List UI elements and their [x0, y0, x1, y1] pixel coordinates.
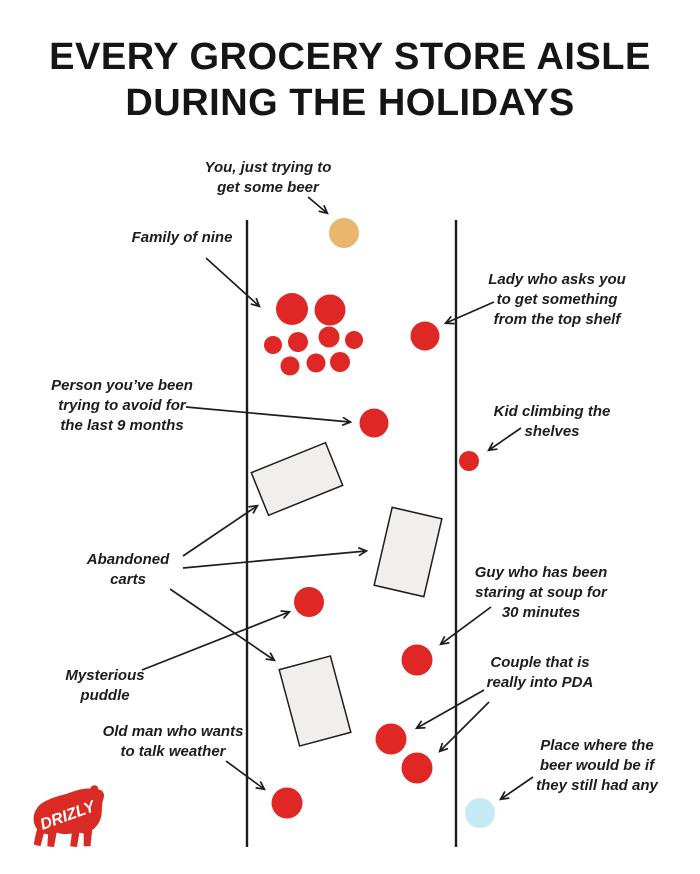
soup-guy-dot	[402, 645, 433, 676]
beer-place-dot	[465, 798, 495, 828]
you-label-line: get some beer	[217, 179, 319, 196]
arrow-you	[308, 197, 327, 213]
beer-place-label-line: beer would be if	[539, 757, 655, 774]
puddle-label	[65, 666, 144, 706]
puddle-label-line: Mysterious	[65, 667, 145, 684]
lady-label-line: to get something	[496, 291, 618, 308]
kid-label-line: Kid climbing the	[493, 403, 611, 420]
carts-label	[87, 550, 170, 590]
family-dot	[319, 327, 340, 348]
drizly-logo	[28, 781, 114, 853]
couple-dot	[376, 724, 407, 755]
soup-label-line: 30 minutes	[501, 604, 581, 621]
pda-label-line: Couple that is	[490, 654, 590, 671]
family-label-line: Family of nine	[131, 229, 233, 246]
avoid-label-line: trying to avoid for	[58, 397, 186, 414]
drizly-wordmark: DRIZLY	[37, 797, 98, 834]
beer-place-label-line: they still had any	[536, 777, 658, 794]
abandoned-carts	[251, 443, 442, 746]
arrow-avoid	[186, 407, 350, 422]
kid-label	[494, 402, 611, 442]
pda-label-line: really into PDA	[486, 674, 594, 691]
soup-label-line: Guy who has been	[474, 564, 608, 581]
family-dot	[345, 331, 363, 349]
family-dot	[330, 352, 350, 372]
family-dot	[307, 354, 326, 373]
oldman-label-line: to talk weather	[120, 743, 226, 760]
you-label	[205, 158, 332, 198]
family-dot	[315, 295, 346, 326]
avoid-label-line: Person you’ve been	[51, 377, 193, 394]
soup-label-line: staring at soup for	[475, 584, 607, 601]
arrow-pda-2	[440, 702, 489, 751]
puddle-dot	[294, 587, 324, 617]
oldman-dot	[272, 788, 303, 819]
you-label-line: You, just trying to	[204, 159, 332, 176]
puddle-label-line: puddle	[80, 687, 130, 704]
soup-label	[475, 563, 608, 623]
avoid-label	[51, 376, 193, 436]
avoid-label-line: the last 9 months	[60, 417, 184, 434]
arrow-lady	[446, 302, 494, 323]
lady-label	[488, 270, 626, 330]
family-dot	[276, 293, 308, 325]
kid-dot	[459, 451, 479, 471]
oldman-label-line: Old man who wants	[102, 723, 244, 740]
arrow-oldman	[226, 761, 264, 789]
family-dot	[288, 332, 308, 352]
avoid-dot	[360, 409, 389, 438]
arrow-beer-place	[501, 777, 533, 799]
family-label	[132, 228, 233, 248]
lady-dot	[411, 322, 440, 351]
beer-place-label	[536, 736, 658, 796]
arrow-pda-1	[417, 690, 484, 728]
cart-1	[251, 443, 342, 516]
pda-label	[487, 653, 594, 693]
cart-3	[279, 656, 351, 746]
kid-label-line: shelves	[524, 423, 580, 440]
lady-label-line: Lady who asks you	[488, 271, 626, 288]
carts-label-line: carts	[110, 571, 146, 588]
cart-2	[374, 507, 442, 596]
family-dot	[281, 357, 300, 376]
arrow-family	[206, 258, 259, 306]
arrow-carts-2	[183, 551, 366, 568]
you-dot	[329, 218, 359, 248]
lady-label-line: from the top shelf	[493, 311, 621, 328]
poster-title-line2: DURING THE HOLIDAYS	[125, 82, 575, 124]
family-dot	[264, 336, 282, 354]
oldman-label	[103, 722, 244, 762]
carts-label-line: Abandoned	[86, 551, 170, 568]
beer-place-label-line: Place where the	[540, 737, 654, 754]
poster-title-line1: EVERY GROCERY STORE AISLE	[49, 36, 651, 78]
couple-dot	[402, 753, 433, 784]
